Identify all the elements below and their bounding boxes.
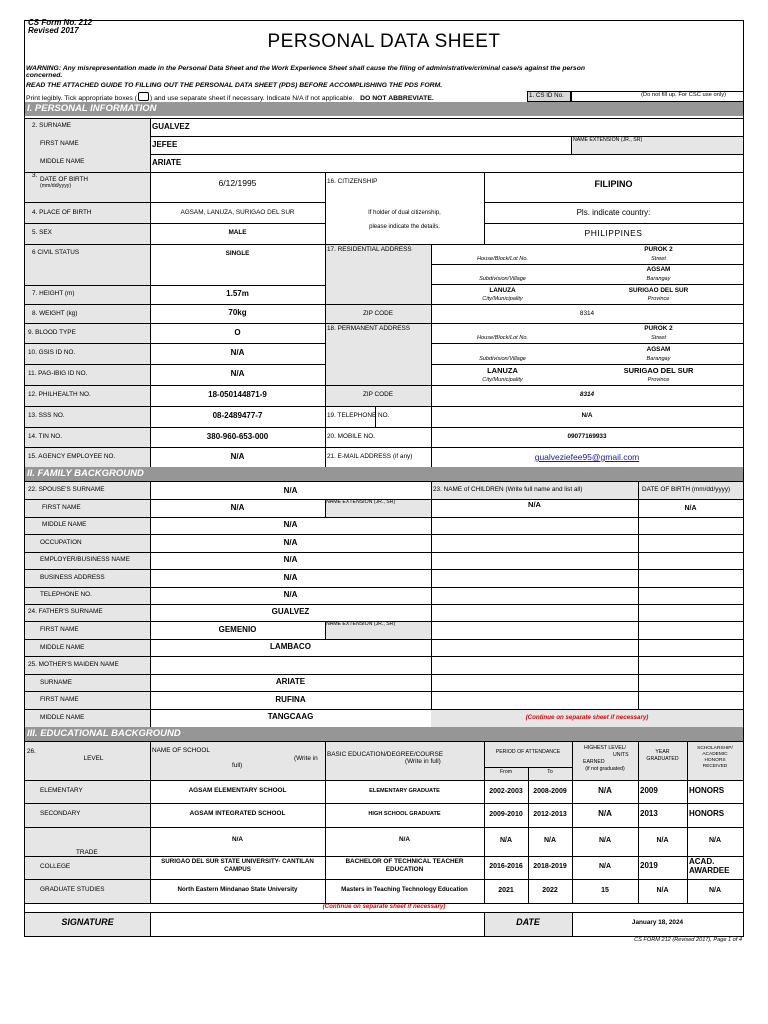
spouse-name-ext-label: NAME EXTENSION (JR., SR) [326, 499, 396, 505]
first-name-value: JEFEE [152, 140, 178, 149]
citizenship-value: FILIPINO [594, 179, 633, 189]
dob-value: 6/12/1995 [218, 178, 257, 188]
business-address-value: N/A [283, 573, 298, 582]
children-label: 23. NAME of CHILDREN (Write full name and list all) [433, 486, 583, 493]
father-name-ext-label: NAME EXTENSION (JR., SR) [326, 621, 396, 627]
pagibig-value: N/A [230, 369, 245, 378]
section-personal: I. PERSONAL INFORMATION [25, 102, 743, 116]
mother-first-value: RUFINA [275, 695, 306, 704]
blood-type-value: O [234, 328, 241, 337]
sex-value: MALE [228, 229, 247, 236]
gsis-label: 10. GSIS ID NO. [28, 349, 76, 356]
form-reference: CS FORM 212 (Revised 2017), Page 1 of 4 [634, 937, 742, 943]
mobile-label: 20. MOBILE NO. [327, 433, 375, 440]
surname-value: GUALVEZ [152, 122, 190, 131]
course-header: BASIC EDUCATION/DEGREE/COURSE [327, 751, 443, 758]
spouse-middle-value: N/A [283, 520, 298, 529]
school-header: NAME OF SCHOOL [152, 747, 210, 754]
scholarship-header: SCHOLARSHIP/ [697, 746, 733, 751]
date-value: January 18, 2024 [631, 919, 684, 926]
middle-name-value: ARIATE [152, 158, 182, 167]
child-1-name: N/A [528, 500, 541, 509]
spouse-surname-value: N/A [283, 486, 298, 495]
first-name-label: FIRST NAME [40, 140, 79, 147]
spouse-surname-label: 22. SPOUSE'S SURNAME [28, 486, 105, 493]
telephone-label: 19. TELEPHONE NO. [327, 412, 390, 419]
education-continue-note: (Continue on separate sheet if necessary) [322, 903, 446, 910]
cs-id-label: 1. CS ID No. [529, 92, 564, 99]
family-continue-note: (Continue on separate sheet if necessary) [525, 714, 649, 721]
civil-status-label: 6 CIVIL STATUS [32, 249, 80, 256]
edu-course-graduate: Masters in Teaching Technology Education [341, 886, 468, 893]
tin-label: 14. TIN NO. [28, 433, 62, 440]
indicate-country-label: Pls. indicate country: [576, 208, 651, 217]
child-1-dob: N/A [684, 505, 697, 512]
occupation-label: OCCUPATION [40, 539, 82, 546]
perm-barangay: AGSAM [646, 346, 671, 353]
father-first-value: GEMENIO [218, 625, 257, 634]
sss-label: 13. SSS NO. [28, 412, 65, 419]
year-graduated-header: YEAR [655, 749, 670, 755]
mother-middle-label: MIDDLE NAME [40, 714, 85, 721]
edu-school-college: SURIGAO DEL SUR STATE UNIVERSITY- CANTILAN [161, 858, 314, 865]
section-education: III. EDUCATIONAL BACKGROUND [25, 727, 743, 741]
agency-no-label: 15. AGENCY EMPLOYEE NO. [28, 453, 116, 460]
section-family: II. FAMILY BACKGROUND [25, 467, 743, 481]
dual-citizenship-note-2: please indicate the details. [369, 224, 440, 230]
occupation-value: N/A [283, 538, 298, 547]
height-value: 1.57m [226, 289, 249, 298]
res-barangay: AGSAM [646, 266, 671, 273]
email-link[interactable]: gualveziefee95@gmail.com [534, 452, 640, 462]
blood-type-label: 9. BLOOD TYPE [28, 329, 76, 336]
edu-course-trade: N/A [398, 836, 410, 843]
edu-course-college: BACHELOR OF TECHNICAL TEACHER [345, 858, 464, 865]
surname-label: 2. SURNAME [32, 122, 72, 129]
employer-value: N/A [283, 555, 298, 564]
pds-page: CS Form No. 212 Revised 2017 PERSONAL DATA SHEET WARNING: Any misrepresentation made in the Personal Data Sheet and the Work Experience Sheet shall cause the filing of administrative/criminal case/s against the person concerned. READ THE ATTACHED GUIDE TO FILLING OUT THE PERSONAL DATA SHEET (PDS) BEFORE ACCOMPLISHING THE PDS FORM. Print legibly. Tick appropriate boxes ( ) and use separate sheet if necessary. Indicate N/A if not applicable. DO NOT ABBREVIATE. 1. CS ID No. (Do not fill up. For CSC use only) I. PERSONAL INFORMATION 2. SURNAME GUALVEZ FIRST NAME JEFEE NAME EXTENSION (JR., SR) MIDDLE NAME ARIATE 3. DATE OF BIRTH (mm/dd/yyyy) 6/12/1995 16. CITIZENSHIP FILIPINO If holder of dual citizenship, please indicate the details. Pls. indicate country: PHILIPPINES 4. PLACE OF BIRTH AGSAM, LANUZA, SURIGAO DEL SUR 5. SEX MALE 6 CIVIL STATUS SINGLE 17. RESIDENTIAL ADDRESS PUROK 2 House/Block/Lot No. Street AGSAM Subdivision/Village Barangay LANUZA SURIGAO DEL SUR City/Municipality Province 7. HEIGHT (m) 1.57m 8. WEIGHT (kg) 70kg ZIP CODE 8314 9. BLOOD TYPE O 18. PERMANENT ADDRESS PUROK 2 House/Block/Lot No. Street AGSAM Subdivision/Village Barangay LANUZA SURIGAO DEL SUR City/Municipality Province 10. GSIS ID NO. N/A 11. PAG-IBIG ID NO. N/A 12. PHILHEALTH NO. 18-050144871-9 ZIP CODE 8314 13. SSS NO. 08-2489477-7 19. TELEPHONE NO. N/A 14. TIN NO. 380-960-653-000 20. MOBILE NO. 09077169933 15. AGENCY EMPLOYEE NO. N/A 21. E-MAIL ADDRESS (if any) gualveziefee95@gmail.com II. FAMILY BACKGROUND 22. SPOUSE'S SURNAME N/A 23. NAME of CHILDREN (Write full name and list all) DATE OF BIRTH (mm/dd/yyyy) FIRST NAME N/A NAME EXTENSION (JR., SR) N/A N/A MIDDLE NAME N/A OCCUPATION N/A EMPLOYER/BUSINESS NAME N/A BUSINESS ADDRESS N/A TELEPHONE NO. N/A 24. FATHER'S SURNAME GUALVEZ FIRST NAME GEMENIO NAME EXTENSION (JR., SR) MIDDLE NAME LAMBACO 25. MOTHER'S MAIDEN NAME SURNAME ARIATE FIRST NAME RUFINA MIDDLE NAME TANGCAAG (Continue on separate sheet if necessary) III. EDUCATIONAL BACKGROUND 26. LEVEL NAME OF SCHOOL (Write in full) BASIC EDUCATION/DEGREE/COURSE (Write in full) PERIOD OF ATTENDANCE From To HIGHEST LEVEL/ UNITS EARNED (if not graduated) YEAR GRADUATED SCHOLARSHIP/ ACADEMIC HONORS RECEIVED ELEMENTARY AGSAM ELEMENTARY SCHOOL ELEMENTARY GRADUATE 2002-2003 2008-2009 N/A 2009 HONORS SECONDARY AGSAM INTEGRATED SCHOOL HIGH SCHOOL GRADUATE 2009-2010 2012-2013 N/A 2013 HONORS TRADE N/A N/A N/A N/A N/A N/A N/A COLLEGE SURIGAO DEL SUR STATE UNIVERSITY- CANTILAN CAMPUS BACHELOR OF TECHNICAL TEACHER EDUCATION 2016-2016 2018-2019 N/A 2019 ACAD. AWARDEE GRADUATE STUDIES North Eastern Mindanao State University Masters in Teaching Technology Education 2021 2022 15 N/A N/A (Continue on separate sheet if necessary) SIGNATURE DATE January 18, 2024 CS FORM 212 (Revised 2017), Page 1 of 4 [0, 0, 768, 1024]
citizenship-label: 16. CITIZENSHIP [327, 178, 378, 185]
email-label: 21. E-MAIL ADDRESS (if any) [327, 453, 413, 460]
telephone-value: N/A [581, 412, 593, 419]
res-province: SURIGAO DEL SUR [628, 287, 689, 294]
res-city: LANUZA [489, 287, 516, 294]
name-ext-label: NAME EXTENSION (JR., SR) [573, 137, 643, 143]
business-address-label: BUSINESS ADDRESS [40, 574, 105, 581]
pagibig-label: 11. PAG-IBIG ID NO. [28, 370, 88, 377]
residential-address-label: 17. RESIDENTIAL ADDRESS [327, 246, 412, 253]
permanent-address-label: 18. PERMANENT ADDRESS [327, 325, 410, 332]
date-label: DATE [516, 917, 540, 927]
edu-level-elementary: ELEMENTARY [40, 787, 83, 794]
dob-label: DATE OF BIRTH [40, 176, 89, 183]
pob-label: 4. PLACE OF BIRTH [32, 209, 92, 216]
perm-zip-label: ZIP CODE [362, 391, 394, 398]
form-number: CS Form No. 212 [28, 18, 93, 27]
father-middle-value: LAMBACO [270, 642, 311, 651]
edu-course-secondary: HIGH SCHOOL GRADUATE [368, 811, 441, 817]
edu-level-secondary: SECONDARY [40, 810, 81, 817]
children-dob-label: DATE OF BIRTH (mm/dd/yyyy) [642, 486, 731, 493]
sss-value: 08-2489477-7 [212, 411, 263, 420]
height-label: 7. HEIGHT (m) [32, 290, 75, 297]
pob-value: AGSAM, LANUZA, SURIGAO DEL SUR [180, 209, 295, 216]
country-value: PHILIPPINES [584, 228, 643, 238]
warning-text: WARNING: Any misrepresentation made in the Personal Data Sheet and the Work Experience Sheet shall cause the filing of administrative/criminal case/s against the person [26, 65, 586, 72]
highest-level-header: HIGHEST LEVEL/ [584, 745, 626, 751]
edu-school-elementary: AGSAM ELEMENTARY SCHOOL [188, 787, 287, 794]
spouse-telephone-label: TELEPHONE NO. [40, 591, 92, 598]
mother-surname-label: SURNAME [40, 679, 72, 686]
read-guide-text: READ THE ATTACHED GUIDE TO FILLING OUT THE PERSONAL DATA SHEET (PDS) BEFORE ACCOMPLISHING THE PDS FORM. [26, 82, 443, 89]
spouse-middle-label: MIDDLE NAME [42, 521, 87, 528]
philhealth-label: 12. PHILHEALTH NO. [28, 391, 91, 398]
agency-no-value: N/A [230, 452, 245, 461]
father-first-label: FIRST NAME [40, 626, 79, 633]
dob-format: (mm/dd/yyyy) [40, 183, 72, 189]
spouse-first-label: FIRST NAME [42, 504, 81, 511]
middle-name-label: MIDDLE NAME [40, 158, 85, 165]
edu-school-trade: N/A [231, 836, 243, 843]
father-middle-label: MIDDLE NAME [40, 644, 85, 651]
spouse-first-value: N/A [230, 503, 245, 512]
perm-city: LANUZA [487, 366, 518, 375]
weight-value: 70kg [228, 308, 247, 317]
perm-street: PUROK 2 [644, 325, 673, 332]
mother-first-label: FIRST NAME [40, 696, 79, 703]
cs-id-note: (Do not fill up. For CSC use only) [641, 92, 727, 98]
weight-label: 8. WEIGHT (kg) [32, 310, 78, 317]
warning-text-2: concerned. [26, 72, 63, 79]
gsis-value: N/A [230, 348, 245, 357]
page-title: PERSONAL DATA SHEET [267, 31, 501, 52]
edu-level-graduate: GRADUATE STUDIES [40, 886, 105, 893]
spouse-telephone-value: N/A [283, 590, 298, 599]
philhealth-value: 18-050144871-9 [208, 390, 267, 399]
period-header: PERIOD OF ATTENDANCE [495, 749, 561, 755]
edu-course-elementary: ELEMENTARY GRADUATE [369, 788, 440, 794]
mother-maiden-label: 25. MOTHER'S MAIDEN NAME [28, 661, 119, 668]
tick-box-icon [138, 92, 149, 101]
from-header: From [499, 769, 513, 775]
employer-label: EMPLOYER/BUSINESS NAME [40, 556, 130, 563]
civil-status-value: SINGLE [225, 250, 250, 257]
signature-field[interactable] [151, 913, 484, 936]
mother-surname-value: ARIATE [275, 677, 306, 686]
father-surname-value: GUALVEZ [271, 607, 310, 616]
level-header: LEVEL [83, 755, 104, 762]
res-zip-value: 8314 [579, 310, 595, 317]
res-street: PUROK 2 [644, 246, 673, 253]
perm-province: SURIGAO DEL SUR [623, 366, 694, 375]
to-header: To [547, 769, 553, 775]
edu-school-graduate: North Eastern Mindanao State University [177, 886, 298, 893]
form-revision: Revised 2017 [28, 26, 79, 35]
res-zip-label: ZIP CODE [362, 310, 394, 317]
mother-middle-value: TANGCAAG [267, 712, 314, 721]
signature-label: SIGNATURE [61, 917, 114, 927]
father-surname-label: 24. FATHER'S SURNAME [28, 608, 103, 615]
edu-level-college: COLLEGE [40, 863, 71, 870]
perm-zip-value: 8314 [579, 391, 595, 398]
tin-value: 380-960-653-000 [206, 432, 269, 441]
dual-citizenship-note: If holder of dual citizenship, [368, 210, 441, 216]
sex-label: 5. SEX [32, 229, 52, 236]
edu-school-secondary: AGSAM INTEGRATED SCHOOL [189, 810, 286, 817]
print-instructions: Print legibly. Tick appropriate boxes ( ) and use separate sheet if necessary. Indicate N/A if not applicable. DO NOT ABBREVIATE. [26, 92, 434, 103]
edu-level-trade: TRADE [76, 849, 98, 856]
mobile-value: 09077169933 [567, 433, 607, 440]
